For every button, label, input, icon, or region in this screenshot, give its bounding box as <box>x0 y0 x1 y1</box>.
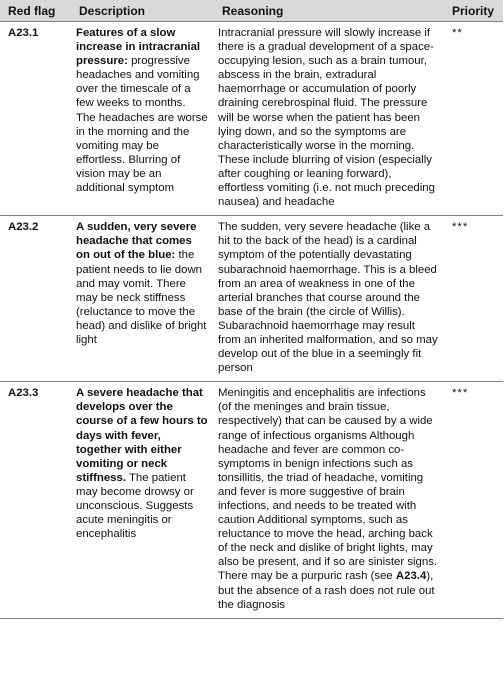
header-reasoning: Reasoning <box>214 0 444 22</box>
priority-stars: *** <box>444 216 503 382</box>
description-text: the patient needs to lie down and may vomit. There may be neck stiffness (reluctance to move the head) and dislike of bright light <box>76 249 207 346</box>
red-flag-id: A23.1 <box>0 22 71 216</box>
red-flag-id: A23.3 <box>0 382 71 619</box>
description-text: The patient may become drowsy or unconscious. Suggests acute meningitis or encephalitis <box>76 471 194 541</box>
table-row <box>0 382 503 619</box>
header-priority: Priority <box>444 0 503 22</box>
header-row <box>0 0 503 22</box>
description-cell <box>71 22 214 216</box>
reasoning-cell <box>214 22 444 216</box>
reasoning-cell <box>214 382 444 619</box>
reasoning-text-end: ), but the absence of a rash does not rule out the diagnosis <box>218 570 435 611</box>
table-body <box>0 22 503 619</box>
description-heading: A sudden, very severe headache that comes on out of the blue: <box>76 221 197 262</box>
priority-stars: ** <box>444 22 503 216</box>
description-text: progressive headaches and vomiting over the timescale of a few weeks to months. The headaches are worse in the morning and the vomiting may be effortless. Blurring of vision may be an additional symptom <box>76 55 208 195</box>
header-description: Description <box>71 0 214 22</box>
table-header <box>0 0 503 22</box>
priority-stars: *** <box>444 382 503 619</box>
reasoning-cell <box>214 216 444 382</box>
table-row <box>0 22 503 216</box>
header-red-flag: Red flag <box>0 0 71 22</box>
reasoning-text: Intracranial pressure will slowly increase if there is a gradual development of a space-occupying lesion, such as a brain tumour, abscess in the brain, extradural haemorrhage or accumulation of poorly draining cerebrospinal fluid. The pressure will be worse when the patient has been lying down, and so the symptoms are characteristically worse in the morning. These include blurring of vision (especially after coughing or leaning forward), effortless vomiting (i.e. not much preceding nausea) and headache <box>218 27 435 209</box>
table-row <box>0 216 503 382</box>
red-flag-id: A23.2 <box>0 216 71 382</box>
cross-reference-link[interactable]: A23.4 <box>395 570 427 583</box>
reasoning-text: The sudden, very severe headache (like a hit to the back of the head) is a cardinal symptom of the potentially devastating subarachnoid haemorrhage. This is a bleed from an area of weakness in one of the arterial branches that course around the base of the brain (the circle of Willis). Subarachnoid haemorrhage may result from an inherited malformation, and so may develop out of the blue in a seemingly fit person <box>218 221 438 375</box>
description-cell <box>71 382 214 619</box>
description-heading: Features of a slow increase in intracranial pressure: <box>76 27 201 68</box>
reasoning-text: Meningitis and encephalitis are infections (of the meninges and brain tissue, respectively) that can be caused by a wide range of infectious organisms Although headache and fever are common co-symptoms in benign infections such as tonsillitis, the triad of headache, vomiting and fever is more suggestive of brain infections, and needs to be treated with caution Additional symptoms, such as reluctance to move the head, arching back of the neck and dislike of bright lights, may also be present, and if so are sinister signs. There may be a purpuric rash (see <box>218 387 438 583</box>
description-cell <box>71 216 214 382</box>
description-heading: A severe headache that develops over the course of a few hours to days with fever, together with either vomiting or neck stiffness. <box>76 387 208 484</box>
